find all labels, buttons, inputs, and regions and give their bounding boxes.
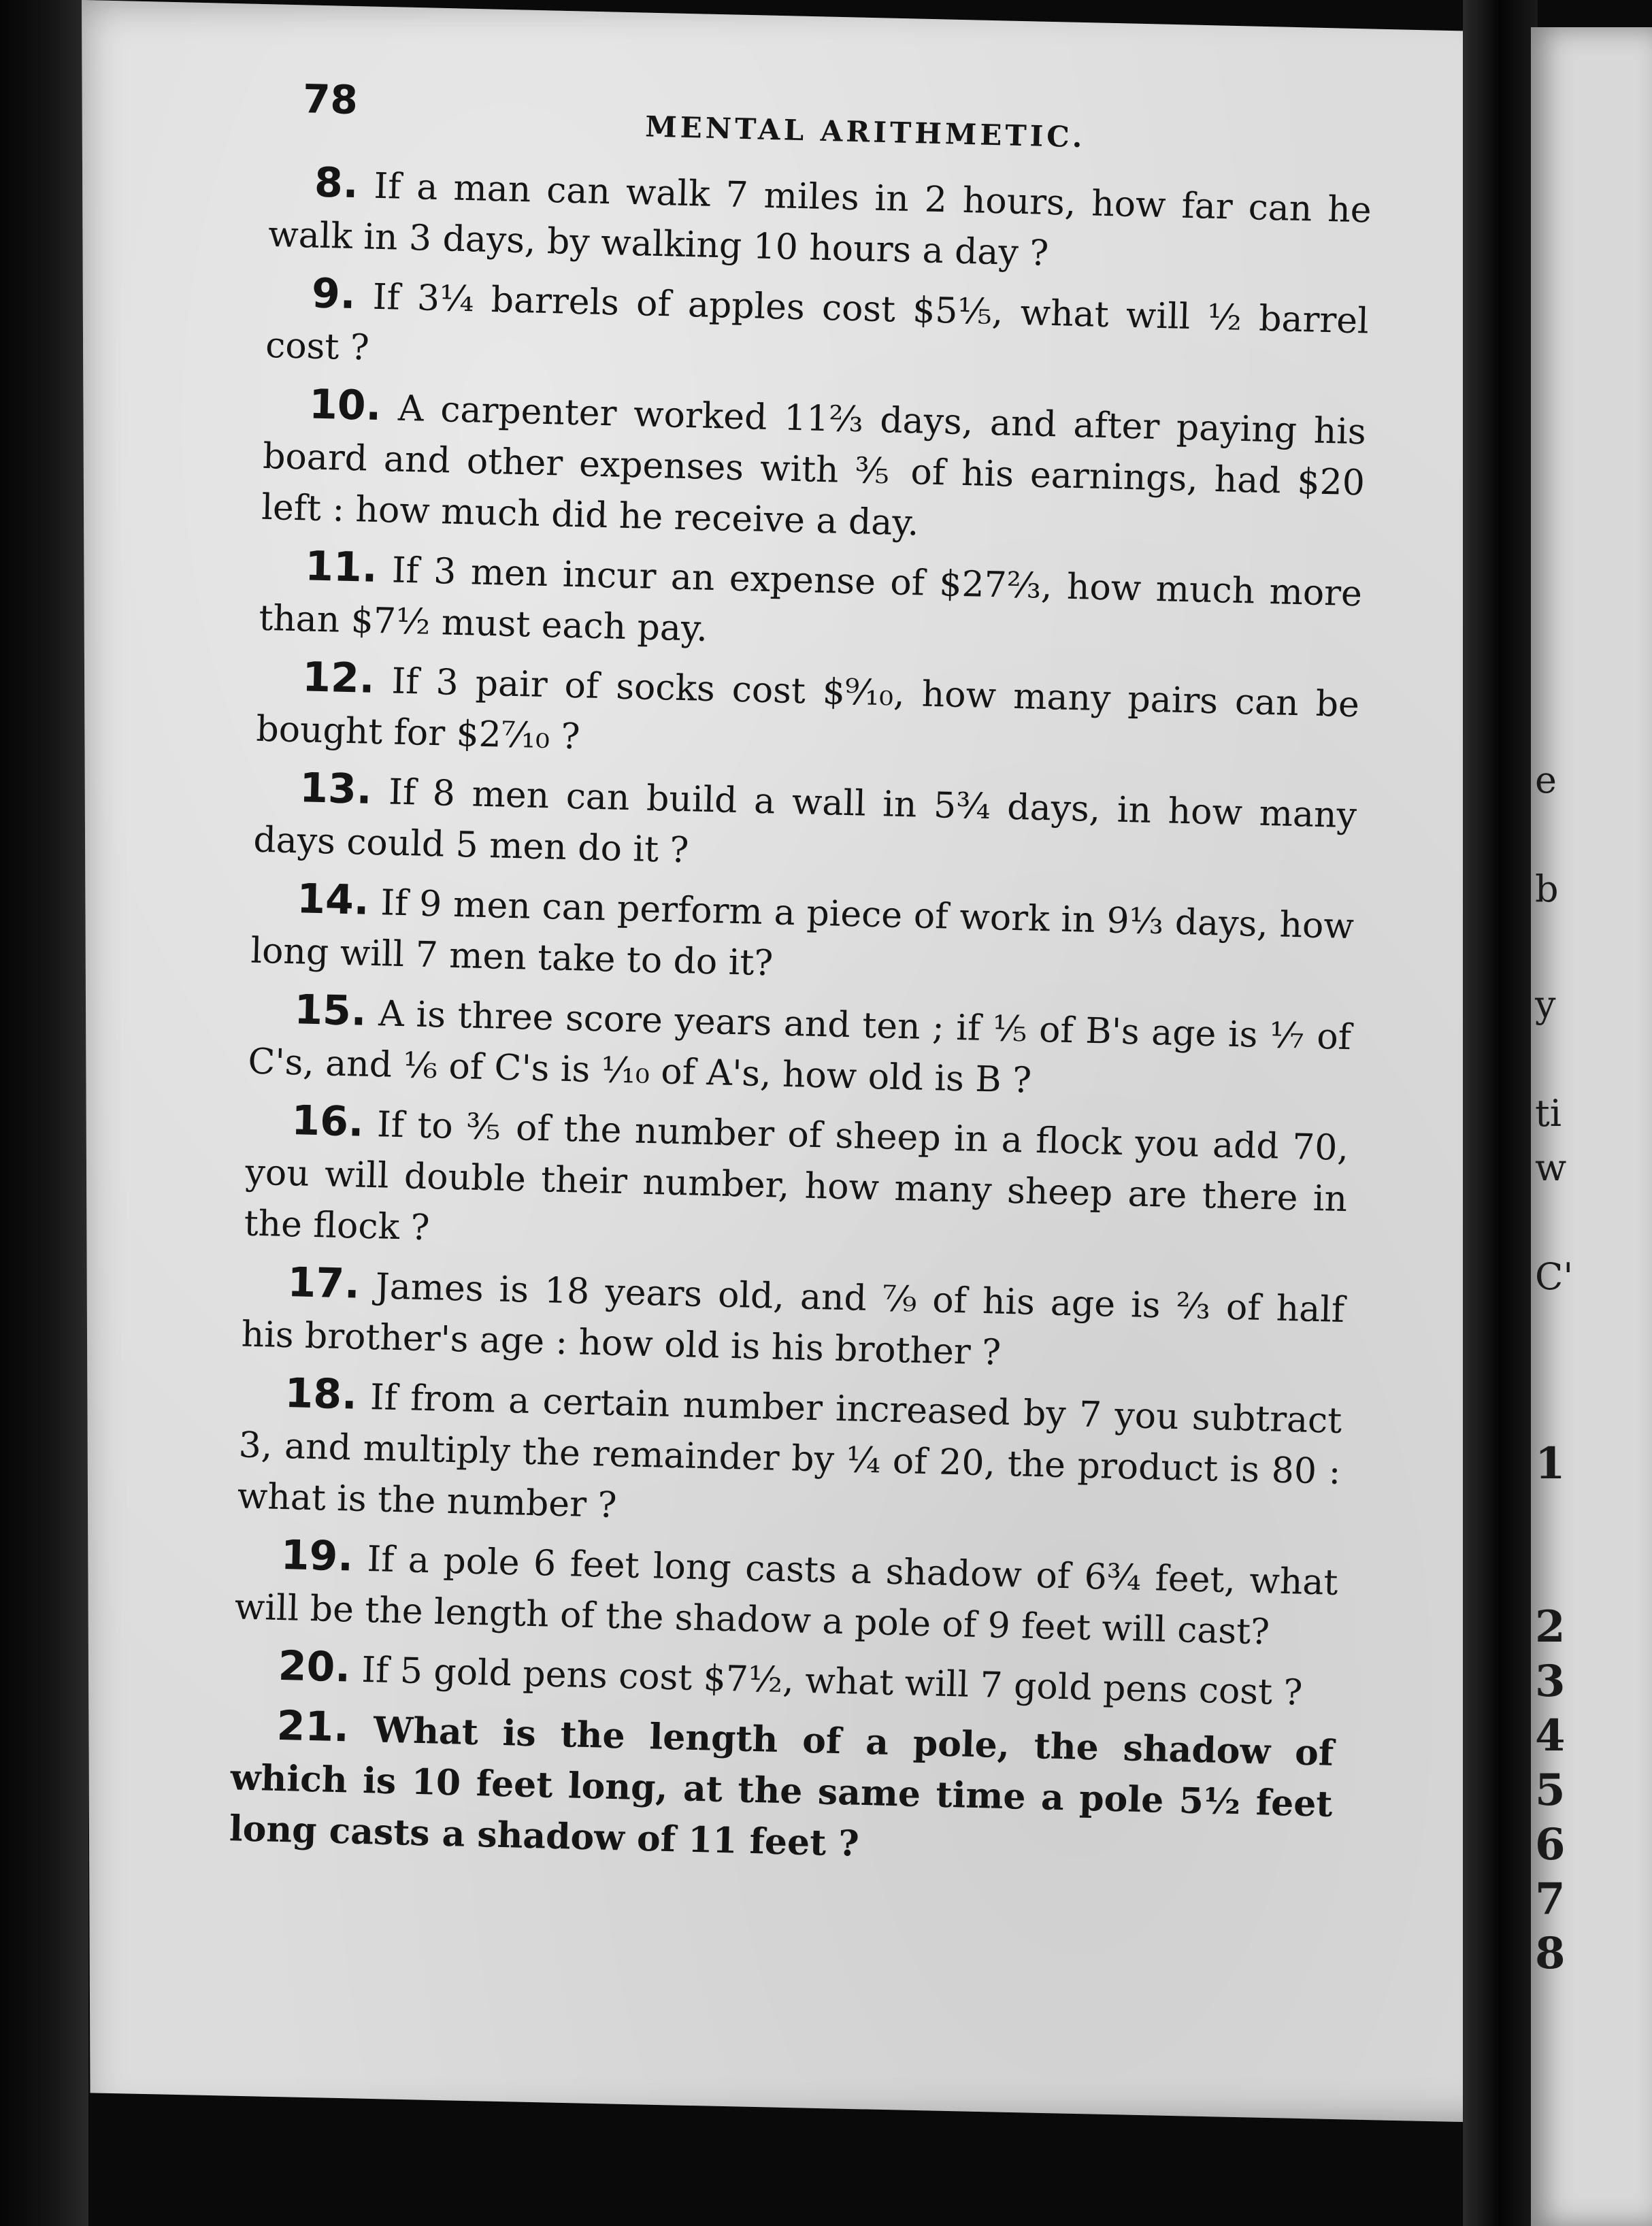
problem-15	[248, 984, 1352, 1115]
problem-13	[253, 762, 1357, 893]
problem-11	[259, 540, 1363, 671]
problem-8	[267, 156, 1372, 288]
facing-page-fragment: 6	[1535, 1819, 1566, 1870]
problem-number: 20.	[278, 1642, 351, 1692]
problem-number: 18.	[284, 1369, 358, 1419]
problem-16	[244, 1095, 1349, 1277]
facing-page-fragment: C'	[1535, 1255, 1574, 1298]
facing-page-fragment: 2	[1535, 1601, 1566, 1652]
problem-text: If 3 men incur an expense of $27⅔, how much more than $7½ must each pay.	[258, 550, 1363, 650]
problem-text: If a pole 6 feet long casts a shadow of 6¾ feet, what will be the length of the shadow a pole of 9 feet will cast?	[234, 1539, 1339, 1653]
scan-edge-left	[0, 0, 88, 2226]
problem-number: 16.	[291, 1097, 365, 1146]
facing-page-fragment: 5	[1535, 1765, 1566, 1816]
facing-page-fragment: 4	[1535, 1710, 1566, 1761]
problem-text: If 5 gold pens cost $7½, what will 7 gold pens cost ?	[361, 1649, 1304, 1714]
page-content	[229, 75, 1374, 1888]
problem-14	[250, 873, 1355, 1004]
problem-17	[241, 1256, 1345, 1387]
facing-page-fragment: 8	[1535, 1928, 1566, 1979]
problem-text: James is 18 years old, and ⁷⁄₉ of his age is ⅔ of half his brother's age : how old is his brother ?	[241, 1266, 1345, 1374]
problem-number: 17.	[286, 1259, 361, 1308]
facing-page-fragment: ti	[1535, 1092, 1562, 1135]
book-gutter	[1463, 0, 1538, 2226]
problem-number: 14.	[296, 875, 370, 925]
facing-page-fragment: b	[1535, 867, 1559, 910]
problem-text: If 8 men can build a wall in 5¾ days, in how many days could 5 men do it ?	[252, 771, 1357, 871]
problem-9	[265, 267, 1369, 399]
facing-page-fragment: 1	[1535, 1438, 1566, 1489]
problem-number: 9.	[311, 269, 357, 319]
facing-page-fragment: 3	[1535, 1656, 1566, 1707]
problem-number: 11.	[304, 542, 378, 592]
problem-21	[229, 1699, 1334, 1881]
problem-text: If a man can walk 7 miles in 2 hours, how far can he walk in 3 days, by walking 10 hours a day ?	[267, 165, 1372, 274]
problem-10	[261, 378, 1367, 561]
problem-text: A is three score years and ten ; if ⅕ of B's age is ⅐ of C's, and ⅙ of C's is ⅒ of A's, how old is B ?	[247, 993, 1352, 1101]
facing-page-fragment: y	[1535, 983, 1556, 1026]
problem-number: 8.	[314, 159, 359, 208]
problem-12	[256, 651, 1360, 782]
problem-text: A carpenter worked 11⅔ days, and after paying his board and other expenses with ⅗ of his earnings, had $20 left : how much did he receive a day.	[261, 388, 1367, 544]
facing-page-fragment: 7	[1535, 1874, 1566, 1925]
problem-number: 12.	[301, 653, 376, 703]
problem-text: If 3 pair of socks cost $⁹⁄₁₀, how many pairs can be bought for $2⁷⁄₁₀ ?	[255, 661, 1360, 758]
problem-number: 21.	[276, 1701, 350, 1752]
facing-page	[1531, 27, 1652, 2226]
facing-page-fragment: e	[1535, 759, 1557, 801]
problem-text: If 3¼ barrels of apples cost $5⅕, what will ½ barrel cost ?	[265, 276, 1370, 369]
problem-text: If to ⅗ of the number of sheep in a flock you add 70, you will double their number, how many sheep are there in the flock ?	[244, 1104, 1349, 1249]
problem-number: 13.	[299, 764, 373, 814]
problem-number: 19.	[280, 1531, 354, 1581]
problem-list	[229, 156, 1372, 1881]
problem-number: 10.	[308, 380, 382, 431]
page-number: 78	[302, 76, 359, 124]
problem-text: If 9 men can perform a piece of work in 9⅓ days, how long will 7 men take to do it?	[250, 882, 1355, 984]
problem-text: What is the length of a pole, the shadow of which is 10 feet long, at the same time a pole 5½ feet long casts a shadow of 11 feet ?	[229, 1709, 1334, 1865]
facing-page-fragment: w	[1535, 1146, 1567, 1189]
problem-number: 15.	[293, 986, 367, 1035]
problem-text: If from a certain number increased by 7 you subtract 3, and multiply the remainder by ¼ of 20, the product is 80 : what is the number ?	[237, 1377, 1342, 1526]
problem-19	[234, 1529, 1338, 1660]
problem-18	[237, 1367, 1342, 1549]
running-title: MENTAL ARITHMETIC.	[644, 110, 1087, 154]
